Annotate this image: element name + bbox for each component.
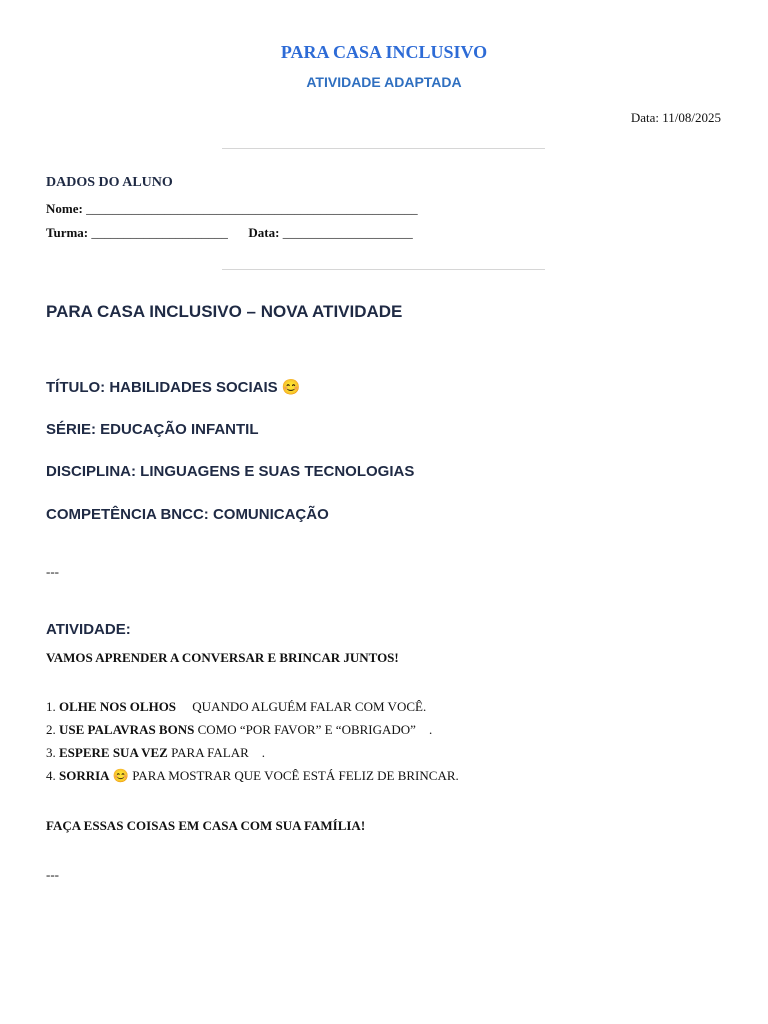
list-item-text: 😊 PARA MOSTRAR QUE VOCÊ ESTÁ FELIZ DE BRINCAR. <box>109 768 459 783</box>
list-number: 4. <box>46 768 56 783</box>
list-item-bold: OLHE NOS OLHOS <box>59 699 177 714</box>
divider-top <box>222 148 545 149</box>
list-item <box>46 745 265 761</box>
student-date-blank-line[interactable]: ____________________ <box>282 225 413 240</box>
list-number: 2. <box>46 722 56 737</box>
class-blank-line[interactable]: _____________________ <box>91 225 228 240</box>
separator: --- <box>46 564 59 579</box>
info-grade: SÉRIE: EDUCAÇÃO INFANTIL <box>46 421 259 438</box>
list-item-bold: USE PALAVRAS BONS <box>59 722 195 737</box>
student-data-heading: DADOS DO ALUNO <box>46 175 173 190</box>
info-competence: COMPETÊNCIA BNCC: COMUNICAÇÃO <box>46 506 329 523</box>
list-item-text: COMO “POR FAVOR” E “OBRIGADO” . <box>194 722 433 737</box>
list-number: 1. <box>46 699 56 714</box>
list-item <box>46 699 426 715</box>
info-subject: DISCIPLINA: LINGUAGENS E SUAS TECNOLOGIAS <box>46 463 415 480</box>
page-title: PARA CASA INCLUSIVO <box>280 42 488 62</box>
activity-intro: VAMOS APRENDER A CONVERSAR E BRINCAR JUNTOS! <box>46 650 399 665</box>
name-blank-line[interactable]: ___________________________________________________ <box>86 201 418 216</box>
list-item-bold: SORRIA <box>59 768 110 783</box>
list-item-text: QUANDO ALGUÉM FALAR COM VOCÊ. <box>176 699 427 714</box>
main-heading: PARA CASA INCLUSIVO – NOVA ATIVIDADE <box>46 302 403 321</box>
closing-instruction: FAÇA ESSAS COISAS EM CASA COM SUA FAMÍLIA! <box>46 818 366 833</box>
list-item-bold: ESPERE SUA VEZ <box>59 745 168 760</box>
name-label: Nome: <box>46 201 83 216</box>
separator: --- <box>46 867 59 882</box>
student-date-label: Data: <box>248 225 280 240</box>
document-date: Data: 11/08/2025 <box>630 110 721 125</box>
student-class-row <box>46 225 413 241</box>
class-label: Turma: <box>46 225 89 240</box>
page-subtitle: ATIVIDADE ADAPTADA <box>306 74 462 90</box>
activity-heading: ATIVIDADE: <box>46 621 131 638</box>
info-title: TÍTULO: HABILIDADES SOCIAIS 😊 <box>46 379 301 396</box>
student-name-row <box>46 201 418 217</box>
list-item-text: PARA FALAR . <box>167 745 266 760</box>
list-item <box>46 722 432 738</box>
divider-bottom <box>222 269 545 270</box>
list-item <box>46 768 459 784</box>
list-number: 3. <box>46 745 56 760</box>
